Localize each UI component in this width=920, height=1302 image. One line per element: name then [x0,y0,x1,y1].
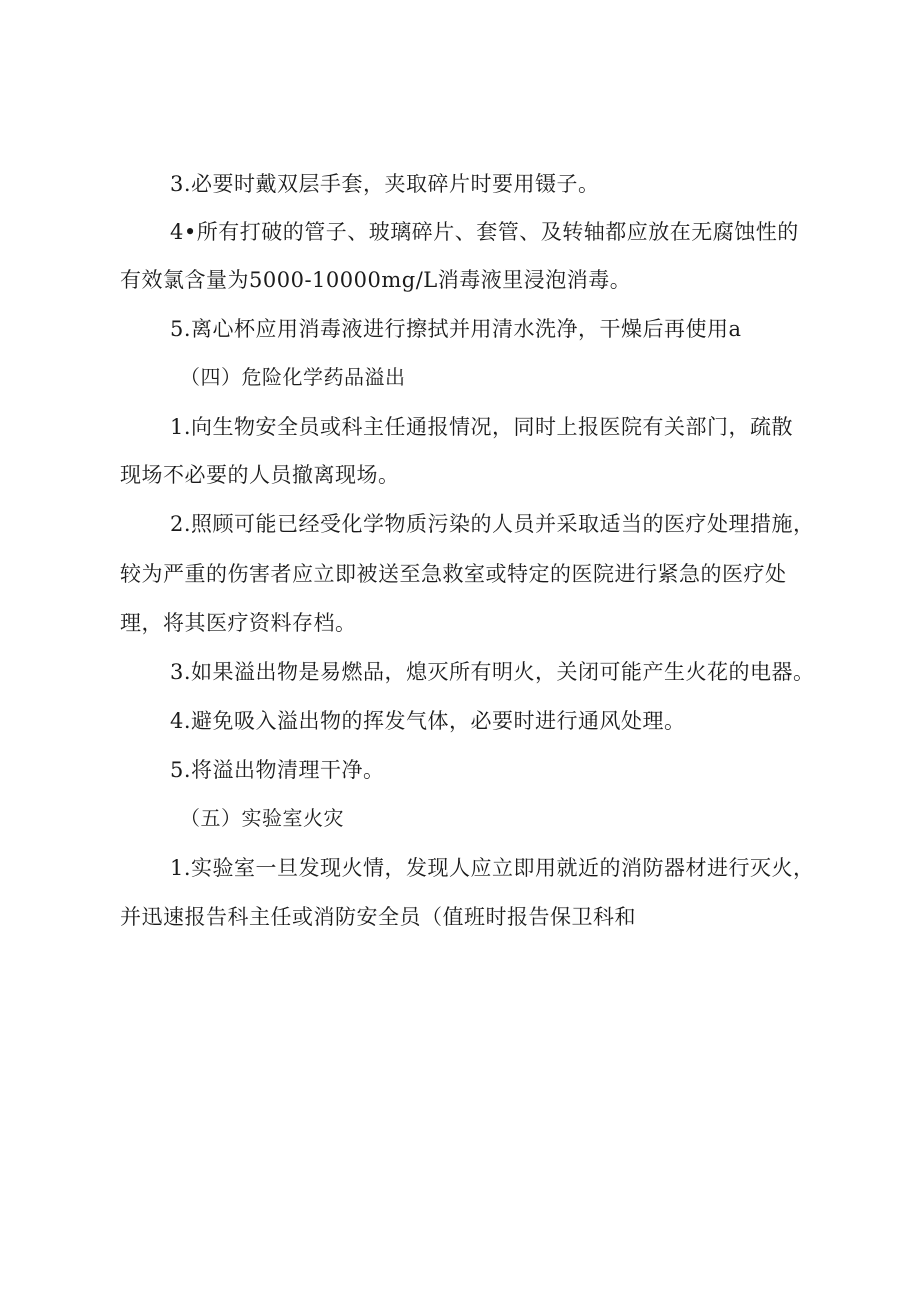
paragraph-line: 并迅速报告科主任或消防安全员（值班时报告保卫科和 [120,905,636,929]
paragraph-line: 有效氯含量为5000-10000mg/L消毒液里浸泡消毒。 [120,268,632,292]
paragraph-line: 2.照顾可能已经受化学物质污染的人员并采取适当的医疗处理措施， [170,512,815,536]
paragraph-line: 5.离心杯应用消毒液进行擦拭并用清水洗净，干燥后再使用a [170,317,742,341]
section-heading: （四）危险化学药品溢出 [180,365,406,389]
paragraph-line: 1.实验室一旦发现火情，发现人应立即用就近的消防器材进行灭火， [170,856,815,880]
paragraph-line: 3.必要时戴双层手套，夹取碎片时要用镊子。 [170,172,600,196]
section-heading: （五）实验室火灾 [180,806,344,830]
paragraph-line: 理，将其医疗资料存档。 [120,611,357,635]
paragraph-line: 现场不必要的人员撤离现场。 [120,463,400,487]
paragraph-line: 1.向生物安全员或科主任通报情况，同时上报医院有关部门，疏散 [170,415,794,439]
paragraph-line: 3.如果溢出物是易燃品，熄灭所有明火，关闭可能产生火花的电器。 [170,660,815,684]
paragraph-line: 较为严重的伤害者应立即被送至急救室或特定的医院进行紧急的医疗处 [120,562,787,586]
paragraph-line: 4•所有打破的管子、玻璃碎片、套管、及转轴都应放在无腐蚀性的 [170,220,799,244]
paragraph-line: 4.避免吸入溢出物的挥发气体，必要时进行通风处理。 [170,709,686,733]
paragraph-line: 5.将溢出物清理干净。 [170,758,385,782]
